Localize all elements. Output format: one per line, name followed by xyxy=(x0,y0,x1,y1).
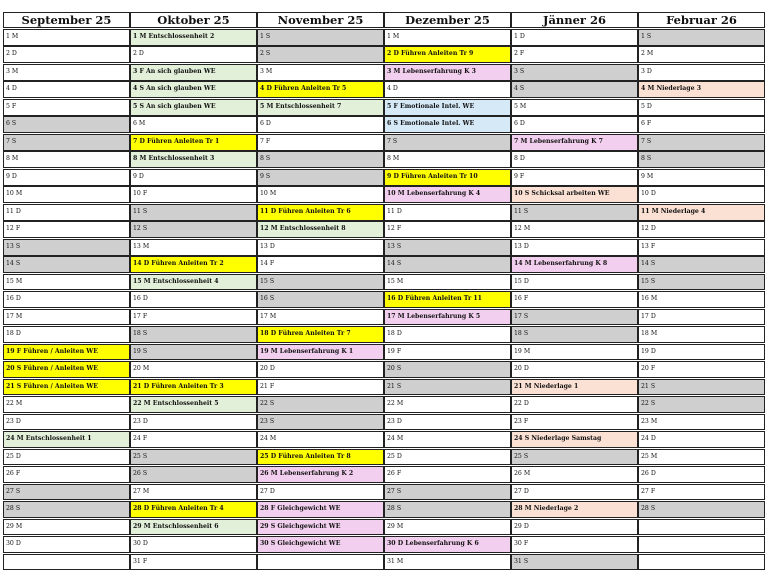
day-cell: 31 M xyxy=(384,554,511,571)
day-cell: 1 S xyxy=(638,29,765,46)
day-cell: 4 S xyxy=(511,81,638,98)
day-cell: 17 M xyxy=(257,309,384,326)
day-cell: 4 M Niederlage 3 xyxy=(638,81,765,98)
day-cell: 20 F xyxy=(638,361,765,378)
day-cell: 1 D xyxy=(511,29,638,46)
day-cell: 5 S An sich glauben WE xyxy=(130,99,257,116)
day-cell: 7 S xyxy=(3,134,130,151)
day-cell: 5 D xyxy=(638,99,765,116)
day-cell: 17 M xyxy=(3,309,130,326)
day-cell: 27 S xyxy=(384,484,511,501)
day-cell: 8 D xyxy=(511,151,638,168)
day-cell: 15 S xyxy=(638,274,765,291)
day-cell: 20 M xyxy=(130,361,257,378)
day-cell: 5 F Emotionale Intel. WE xyxy=(384,99,511,116)
day-cell: 5 M xyxy=(511,99,638,116)
day-cell: 23 D xyxy=(384,414,511,431)
day-cell: 14 S xyxy=(384,256,511,273)
day-cell: 30 D xyxy=(130,536,257,553)
day-cell: 23 D xyxy=(3,414,130,431)
day-cell: 27 D xyxy=(257,484,384,501)
day-cell: 8 M Entschlossenheit 3 xyxy=(130,151,257,168)
day-cell: 18 S xyxy=(511,326,638,343)
day-cell: 24 D xyxy=(638,431,765,448)
month-column-september xyxy=(3,12,130,571)
day-cell: 26 D xyxy=(638,466,765,483)
day-cell: 3 M Lebenserfahrung K 3 xyxy=(384,64,511,81)
day-cell: 29 M Entschlossenheit 6 xyxy=(130,519,257,536)
day-cell: 19 D xyxy=(638,344,765,361)
month-column-februar xyxy=(638,12,765,571)
day-cell: 10 M xyxy=(257,186,384,203)
day-cell: 11 D xyxy=(384,204,511,221)
day-cell: 25 S xyxy=(130,449,257,466)
day-cell: 15 M xyxy=(3,274,130,291)
day-cell: 31 F xyxy=(130,554,257,571)
day-cell: 28 S xyxy=(384,501,511,518)
day-cell: 22 M xyxy=(3,396,130,413)
day-cell: 21 F xyxy=(257,379,384,396)
empty-day-cell xyxy=(638,519,765,536)
day-cell: 23 F xyxy=(511,414,638,431)
day-cell: 6 S Emotionale Intel. WE xyxy=(384,116,511,133)
day-cell: 6 S xyxy=(3,116,130,133)
day-cell: 4 D xyxy=(3,81,130,98)
day-cell: 16 F xyxy=(511,291,638,308)
day-cell: 23 S xyxy=(257,414,384,431)
day-cell: 27 F xyxy=(638,484,765,501)
day-cell: 9 D xyxy=(130,169,257,186)
day-cell: 19 M xyxy=(511,344,638,361)
day-cell: 2 D xyxy=(3,46,130,63)
month-header: September 25 xyxy=(3,12,130,28)
day-cell: 28 S xyxy=(638,501,765,518)
day-cell: 24 M xyxy=(257,431,384,448)
day-cell: 28 F Gleichgewicht WE xyxy=(257,501,384,518)
empty-day-cell xyxy=(3,554,130,571)
day-cell: 6 F xyxy=(638,116,765,133)
day-cell: 9 F xyxy=(511,169,638,186)
page-title xyxy=(0,0,768,11)
day-cell: 27 M xyxy=(130,484,257,501)
day-cell: 4 D xyxy=(384,81,511,98)
day-cell: 10 M Lebenserfahrung K 4 xyxy=(384,186,511,203)
day-cell: 13 F xyxy=(638,239,765,256)
day-cell: 11 S xyxy=(511,204,638,221)
day-cell: 1 M Entschlossenheit 2 xyxy=(130,29,257,46)
day-cell: 21 D Führen Anleiten Tr 3 xyxy=(130,379,257,396)
day-cell: 5 F xyxy=(3,99,130,116)
day-cell: 8 M xyxy=(384,151,511,168)
day-cell: 28 D Führen Anleiten Tr 4 xyxy=(130,501,257,518)
month-header: Februar 26 xyxy=(638,12,765,28)
day-cell: 25 S xyxy=(511,449,638,466)
day-cell: 9 M xyxy=(638,169,765,186)
day-cell: 31 S xyxy=(511,554,638,571)
day-cell: 7 M Lebenserfahrung K 7 xyxy=(511,134,638,151)
day-cell: 17 S xyxy=(511,309,638,326)
day-cell: 30 S Gleichgewicht WE xyxy=(257,536,384,553)
day-cell: 3 S xyxy=(511,64,638,81)
day-cell: 4 S An sich glauben WE xyxy=(130,81,257,98)
day-cell: 6 M xyxy=(130,116,257,133)
day-cell: 9 D Führen Anleiten Tr 10 xyxy=(384,169,511,186)
day-cell: 2 D Führen Anleiten Tr 9 xyxy=(384,46,511,63)
day-cell: 6 D xyxy=(511,116,638,133)
month-column-dezember xyxy=(384,12,511,571)
day-cell: 7 D Führen Anleiten Tr 1 xyxy=(130,134,257,151)
day-cell: 10 S Schicksal arbeiten WE xyxy=(511,186,638,203)
day-cell: 28 S xyxy=(3,501,130,518)
day-cell: 21 S xyxy=(384,379,511,396)
day-cell: 15 D xyxy=(511,274,638,291)
day-cell: 13 D xyxy=(511,239,638,256)
day-cell: 10 M xyxy=(3,186,130,203)
day-cell: 30 D Lebenserfahrung K 6 xyxy=(384,536,511,553)
day-cell: 21 S xyxy=(638,379,765,396)
day-cell: 26 F xyxy=(3,466,130,483)
day-cell: 6 D xyxy=(257,116,384,133)
day-cell: 9 S xyxy=(257,169,384,186)
day-cell: 1 S xyxy=(257,29,384,46)
day-cell: 22 M Entschlossenheit 5 xyxy=(130,396,257,413)
day-cell: 12 F xyxy=(384,221,511,238)
day-cell: 1 M xyxy=(384,29,511,46)
day-cell: 15 M xyxy=(384,274,511,291)
day-cell: 16 M xyxy=(638,291,765,308)
day-cell: 20 S Führen / Anleiten WE xyxy=(3,361,130,378)
day-cell: 10 D xyxy=(638,186,765,203)
month-column-oktober xyxy=(130,12,257,571)
day-cell: 22 D xyxy=(511,396,638,413)
day-cell: 12 F xyxy=(3,221,130,238)
day-cell: 5 M Entschlossenheit 7 xyxy=(257,99,384,116)
day-cell: 25 M xyxy=(638,449,765,466)
day-cell: 21 S Führen / Anleiten WE xyxy=(3,379,130,396)
day-cell: 13 S xyxy=(384,239,511,256)
day-cell: 18 M xyxy=(638,326,765,343)
day-cell: 19 M Lebenserfahrung K 1 xyxy=(257,344,384,361)
day-cell: 20 D xyxy=(257,361,384,378)
day-cell: 15 M Entschlossenheit 4 xyxy=(130,274,257,291)
day-cell: 13 D xyxy=(257,239,384,256)
day-cell: 16 D xyxy=(130,291,257,308)
day-cell: 30 F xyxy=(511,536,638,553)
day-cell: 17 F xyxy=(130,309,257,326)
day-cell: 4 D Führen Anleiten Tr 5 xyxy=(257,81,384,98)
day-cell: 21 M Niederlage 1 xyxy=(511,379,638,396)
empty-day-cell xyxy=(638,536,765,553)
day-cell: 25 D Führen Anleiten Tr 8 xyxy=(257,449,384,466)
day-cell: 3 M xyxy=(257,64,384,81)
day-cell: 26 S xyxy=(130,466,257,483)
day-cell: 16 D Führen Anleiten Tr 11 xyxy=(384,291,511,308)
day-cell: 3 D xyxy=(638,64,765,81)
day-cell: 13 M xyxy=(130,239,257,256)
day-cell: 18 D xyxy=(384,326,511,343)
day-cell: 9 D xyxy=(3,169,130,186)
day-cell: 22 S xyxy=(257,396,384,413)
day-cell: 20 S xyxy=(384,361,511,378)
day-cell: 15 S xyxy=(257,274,384,291)
day-cell: 25 D xyxy=(384,449,511,466)
day-cell: 12 D xyxy=(638,221,765,238)
day-cell: 24 S Niederlage Samstag xyxy=(511,431,638,448)
day-cell: 14 D Führen Anleiten Tr 2 xyxy=(130,256,257,273)
day-cell: 7 F xyxy=(257,134,384,151)
day-cell: 3 M xyxy=(3,64,130,81)
day-cell: 29 S Gleichgewicht WE xyxy=(257,519,384,536)
day-cell: 23 M xyxy=(638,414,765,431)
day-cell: 29 D xyxy=(511,519,638,536)
day-cell: 26 M xyxy=(511,466,638,483)
day-cell: 25 D xyxy=(3,449,130,466)
day-cell: 22 S xyxy=(638,396,765,413)
day-cell: 24 M Entschlossenheit 1 xyxy=(3,431,130,448)
day-cell: 18 D xyxy=(3,326,130,343)
day-cell: 13 S xyxy=(3,239,130,256)
month-header: November 25 xyxy=(257,12,384,28)
day-cell: 16 S xyxy=(257,291,384,308)
day-cell: 2 S xyxy=(257,46,384,63)
day-cell: 12 S xyxy=(130,221,257,238)
day-cell: 24 M xyxy=(384,431,511,448)
day-cell: 12 M Entschlossenheit 8 xyxy=(257,221,384,238)
day-cell: 20 D xyxy=(511,361,638,378)
day-cell: 26 F xyxy=(384,466,511,483)
day-cell: 11 S xyxy=(130,204,257,221)
day-cell: 2 D xyxy=(130,46,257,63)
day-cell: 1 M xyxy=(3,29,130,46)
day-cell: 8 S xyxy=(638,151,765,168)
day-cell: 19 F Führen / Anleiten WE xyxy=(3,344,130,361)
month-header: Dezember 25 xyxy=(384,12,511,28)
day-cell: 22 M xyxy=(384,396,511,413)
day-cell: 14 M Lebenserfahrung K 8 xyxy=(511,256,638,273)
day-cell: 11 D Führen Anleiten Tr 6 xyxy=(257,204,384,221)
day-cell: 27 S xyxy=(3,484,130,501)
empty-day-cell xyxy=(638,554,765,571)
day-cell: 17 D xyxy=(638,309,765,326)
day-cell: 23 D xyxy=(130,414,257,431)
day-cell: 29 M xyxy=(384,519,511,536)
day-cell: 19 F xyxy=(384,344,511,361)
month-column-november xyxy=(257,12,384,571)
day-cell: 2 M xyxy=(638,46,765,63)
day-cell: 7 S xyxy=(384,134,511,151)
day-cell: 12 M xyxy=(511,221,638,238)
day-cell: 2 F xyxy=(511,46,638,63)
day-cell: 19 S xyxy=(130,344,257,361)
day-cell: 14 S xyxy=(3,256,130,273)
day-cell: 28 M Niederlage 2 xyxy=(511,501,638,518)
day-cell: 30 D xyxy=(3,536,130,553)
day-cell: 27 D xyxy=(511,484,638,501)
day-cell: 29 M xyxy=(3,519,130,536)
day-cell: 18 S xyxy=(130,326,257,343)
day-cell: 7 S xyxy=(638,134,765,151)
day-cell: 11 D xyxy=(3,204,130,221)
month-header: Oktober 25 xyxy=(130,12,257,28)
day-cell: 10 F xyxy=(130,186,257,203)
month-header: Jänner 26 xyxy=(511,12,638,28)
day-cell: 14 F xyxy=(257,256,384,273)
day-cell: 18 D Führen Anleiten Tr 7 xyxy=(257,326,384,343)
day-cell: 8 M xyxy=(3,151,130,168)
empty-day-cell xyxy=(257,554,384,571)
day-cell: 24 F xyxy=(130,431,257,448)
day-cell: 16 D xyxy=(3,291,130,308)
month-column-jaenner xyxy=(511,12,638,571)
day-cell: 26 M Lebenserfahrung K 2 xyxy=(257,466,384,483)
day-cell: 8 S xyxy=(257,151,384,168)
day-cell: 11 M Niederlage 4 xyxy=(638,204,765,221)
day-cell: 14 S xyxy=(638,256,765,273)
day-cell: 3 F An sich glauben WE xyxy=(130,64,257,81)
day-cell: 17 M Lebenserfahrung K 5 xyxy=(384,309,511,326)
